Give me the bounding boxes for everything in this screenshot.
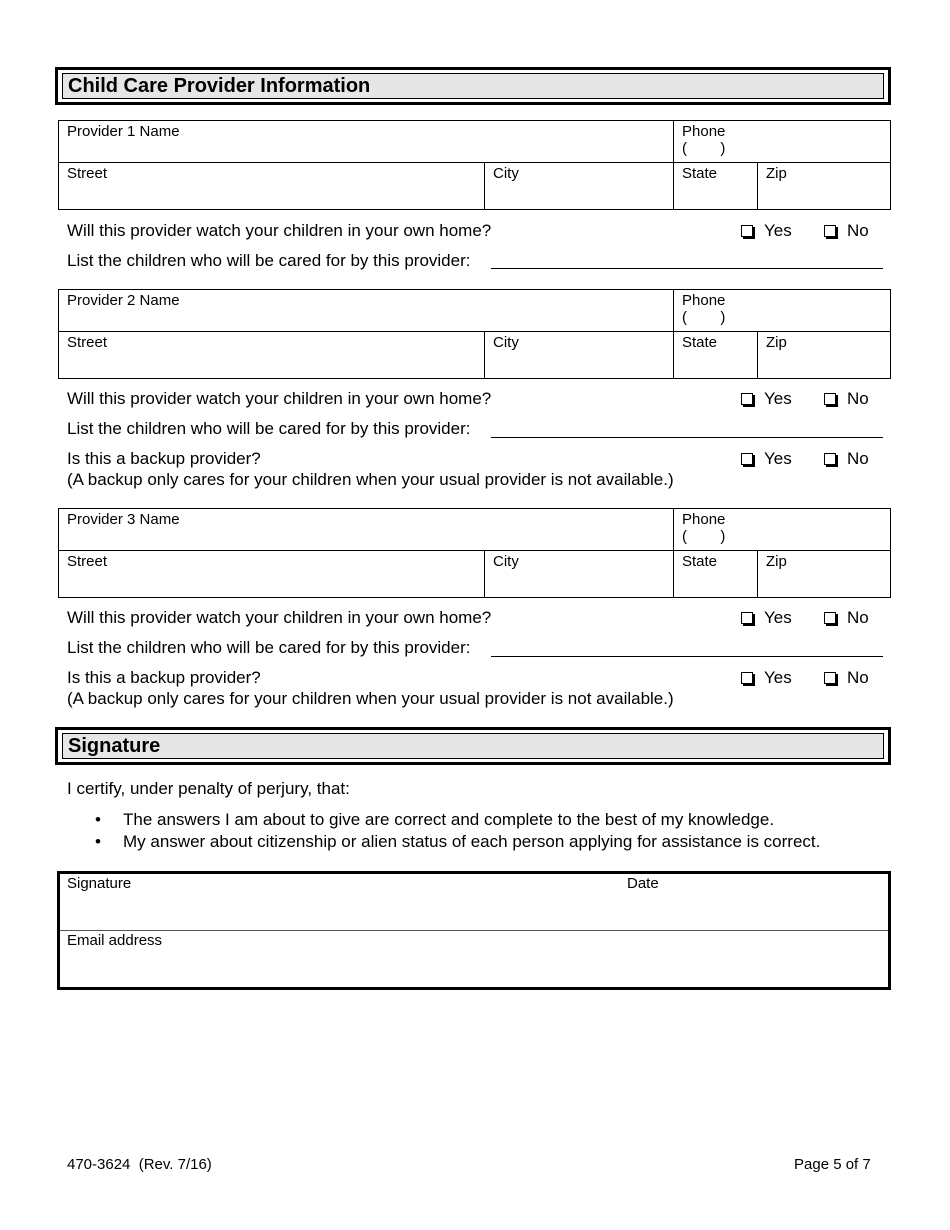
page-number: Page 5 of 7 bbox=[794, 1156, 871, 1173]
provider-1-street-field[interactable] bbox=[59, 163, 484, 209]
provider-1-zip-field[interactable] bbox=[758, 163, 890, 209]
provider-name-label: Provider 2 Name bbox=[67, 292, 180, 309]
zip-label: Zip bbox=[766, 165, 787, 182]
backup-note: (A backup only cares for your children when your usual provider is not available.) bbox=[67, 470, 674, 489]
provider-2-zip-field[interactable] bbox=[758, 332, 890, 378]
own-home-no-checkbox[interactable] bbox=[824, 220, 869, 241]
checkbox-icon bbox=[741, 393, 753, 405]
no-label: No bbox=[847, 389, 869, 408]
section-title: Signature bbox=[62, 733, 884, 759]
section-header-provider-info bbox=[55, 67, 891, 105]
signature-label: Signature bbox=[67, 875, 132, 892]
provider-2-name-field[interactable] bbox=[59, 290, 673, 331]
phone-area-code: ( ) bbox=[682, 140, 726, 157]
bullet-icon: • bbox=[95, 810, 101, 829]
own-home-question: Will this provider watch your children in your own home? bbox=[67, 389, 492, 408]
checkbox-icon bbox=[824, 453, 836, 465]
phone-label: Phone bbox=[682, 511, 726, 528]
section-title: Child Care Provider Information bbox=[62, 73, 884, 99]
provider-2-state-field[interactable] bbox=[674, 332, 757, 378]
provider-3-grid bbox=[58, 508, 891, 598]
checkbox-icon bbox=[741, 672, 753, 684]
own-home-yes-checkbox[interactable] bbox=[741, 607, 792, 628]
certify-bullet-1: • The answers I am about to give are correct and complete to the best of my knowledge. bbox=[95, 810, 775, 829]
checkbox-icon bbox=[824, 612, 836, 624]
checkbox-icon bbox=[824, 672, 836, 684]
provider-2-street-field[interactable] bbox=[59, 332, 484, 378]
date-label: Date bbox=[627, 875, 659, 892]
provider-2-city-field[interactable] bbox=[485, 332, 673, 378]
no-label: No bbox=[847, 449, 869, 468]
city-label: City bbox=[493, 553, 519, 570]
yes-label: Yes bbox=[764, 668, 792, 687]
section-header-signature bbox=[55, 727, 891, 765]
email-field[interactable] bbox=[60, 931, 888, 987]
yes-label: Yes bbox=[764, 389, 792, 408]
provider-name-label: Provider 1 Name bbox=[67, 123, 180, 140]
provider-1-name-field[interactable] bbox=[59, 121, 673, 162]
checkbox-icon bbox=[741, 612, 753, 624]
own-home-question: Will this provider watch your children in your own home? bbox=[67, 221, 492, 240]
zip-label: Zip bbox=[766, 553, 787, 570]
checkbox-icon bbox=[741, 453, 753, 465]
certify-bullet-2: • My answer about citizenship or alien status of each person applying for assistance is correct. bbox=[95, 832, 821, 851]
checkbox-icon bbox=[824, 225, 836, 237]
provider-1-city-field[interactable] bbox=[485, 163, 673, 209]
city-label: City bbox=[493, 334, 519, 351]
checkbox-icon bbox=[824, 393, 836, 405]
list-children-label: List the children who will be cared for by this provider: bbox=[67, 251, 471, 270]
street-label: Street bbox=[67, 553, 108, 570]
state-label: State bbox=[682, 334, 718, 351]
list-children-label: List the children who will be cared for by this provider: bbox=[67, 419, 471, 438]
signature-box bbox=[57, 871, 891, 990]
provider-3-children-input[interactable] bbox=[491, 656, 883, 657]
certify-intro: I certify, under penalty of perjury, that: bbox=[67, 779, 350, 798]
no-label: No bbox=[847, 608, 869, 627]
provider-2-grid bbox=[58, 289, 891, 379]
provider-1-grid bbox=[58, 120, 891, 210]
provider-3-zip-field[interactable] bbox=[758, 551, 890, 597]
provider-2-phone-field[interactable] bbox=[674, 290, 890, 331]
provider-2-children-input[interactable] bbox=[491, 437, 883, 438]
own-home-no-checkbox[interactable] bbox=[824, 607, 869, 628]
provider-1-phone-field[interactable] bbox=[674, 121, 890, 162]
provider-3-name-field[interactable] bbox=[59, 509, 673, 550]
own-home-question: Will this provider watch your children in your own home? bbox=[67, 608, 492, 627]
provider-3-city-field[interactable] bbox=[485, 551, 673, 597]
checkbox-icon bbox=[741, 225, 753, 237]
provider-3-phone-field[interactable] bbox=[674, 509, 890, 550]
city-label: City bbox=[493, 165, 519, 182]
provider-3-street-field[interactable] bbox=[59, 551, 484, 597]
yes-label: Yes bbox=[764, 449, 792, 468]
backup-yes-checkbox[interactable] bbox=[741, 448, 792, 469]
own-home-no-checkbox[interactable] bbox=[824, 388, 869, 409]
state-label: State bbox=[682, 165, 718, 182]
signature-field[interactable] bbox=[60, 874, 620, 930]
backup-no-checkbox[interactable] bbox=[824, 448, 869, 469]
form-number: 470-3624 (Rev. 7/16) bbox=[67, 1156, 212, 1173]
own-home-yes-checkbox[interactable] bbox=[741, 388, 792, 409]
state-label: State bbox=[682, 553, 718, 570]
no-label: No bbox=[847, 221, 869, 240]
backup-no-checkbox[interactable] bbox=[824, 667, 869, 688]
email-label: Email address bbox=[67, 932, 163, 949]
street-label: Street bbox=[67, 334, 108, 351]
list-children-label: List the children who will be cared for by this provider: bbox=[67, 638, 471, 657]
no-label: No bbox=[847, 668, 869, 687]
phone-area-code: ( ) bbox=[682, 528, 726, 545]
yes-label: Yes bbox=[764, 221, 792, 240]
backup-yes-checkbox[interactable] bbox=[741, 667, 792, 688]
street-label: Street bbox=[67, 165, 108, 182]
provider-3-state-field[interactable] bbox=[674, 551, 757, 597]
phone-label: Phone bbox=[682, 292, 726, 309]
date-field[interactable] bbox=[620, 874, 888, 930]
yes-label: Yes bbox=[764, 608, 792, 627]
provider-name-label: Provider 3 Name bbox=[67, 511, 180, 528]
backup-note: (A backup only cares for your children when your usual provider is not available.) bbox=[67, 689, 674, 708]
provider-1-state-field[interactable] bbox=[674, 163, 757, 209]
phone-label: Phone bbox=[682, 123, 726, 140]
bullet-icon: • bbox=[95, 832, 101, 851]
backup-question: Is this a backup provider? bbox=[67, 449, 261, 468]
zip-label: Zip bbox=[766, 334, 787, 351]
provider-1-children-input[interactable] bbox=[491, 268, 883, 269]
phone-area-code: ( ) bbox=[682, 309, 726, 326]
backup-question: Is this a backup provider? bbox=[67, 668, 261, 687]
own-home-yes-checkbox[interactable] bbox=[741, 220, 792, 241]
